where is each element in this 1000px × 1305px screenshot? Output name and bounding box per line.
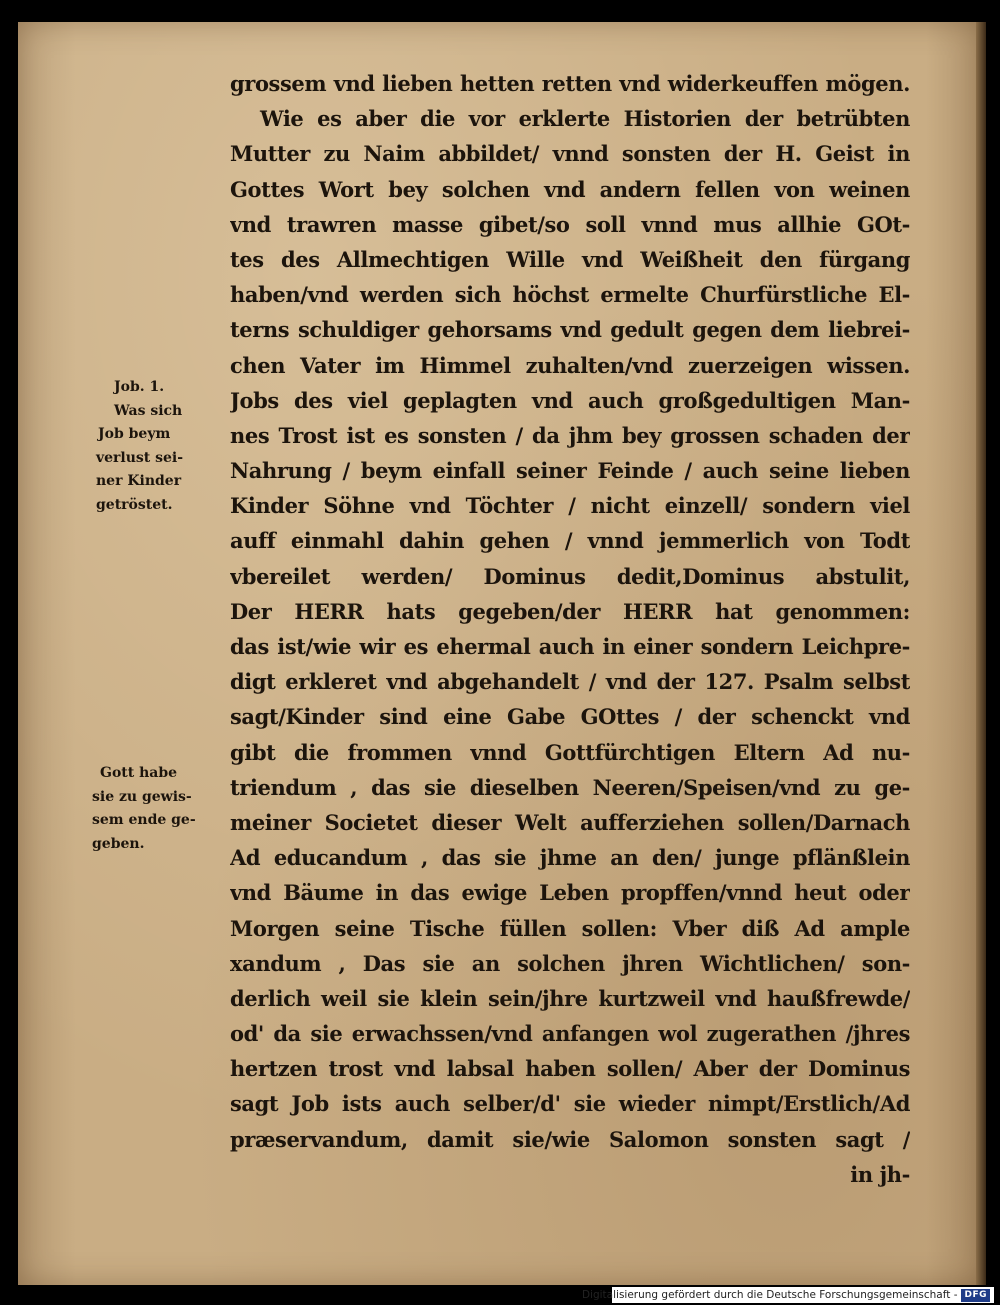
text-line: vbereilet werden/ Dominus dedit,Dominus abstulit, xyxy=(230,563,910,589)
margin-note-line: sem ende ge- xyxy=(92,812,196,828)
text-line: gibt die frommen vnnd Gottfürchtigen Eltern Ad nu- xyxy=(230,739,910,765)
text-line: tes des Allmechtigen Wille vnd Weißheit den fürgang xyxy=(230,246,910,272)
book-edge xyxy=(976,22,986,1285)
margin-note-line: sie zu gewis- xyxy=(92,788,192,805)
margin-note-line: Was sich xyxy=(114,402,183,419)
text-line: xandum , Das sie an solchen jhren Wichtlichen/ son- xyxy=(230,950,910,976)
text-line: triendum , das sie dieselben Neeren/Speisen/vnd zu ge- xyxy=(230,774,910,800)
text-line: digt erkleret vnd abgehandelt / vnd der 127. Psalm selbst xyxy=(230,669,910,695)
text-line: haben/vnd werden sich höchst ermelte Churfürstliche El- xyxy=(230,282,910,308)
text-line: derlich weil sie klein sein/jhre kurtzweil vnd haußfrewde/ xyxy=(230,985,910,1011)
dfg-logo-icon: DFG xyxy=(961,1289,990,1302)
text-line: meiner Societet dieser Welt aufferziehen sollen/Darnach xyxy=(230,809,910,835)
text-line: sagt Job ists auch selber/d' sie wieder nimpt/Erstlich/Ad xyxy=(230,1091,910,1117)
digitization-footer xyxy=(581,1287,994,1303)
text-line: Gottes Wort bey solchen vnd andern fellen von weinen xyxy=(230,176,910,202)
text-line: hertzen trost vnd labsal haben sollen/ Aber der Dominus xyxy=(230,1056,910,1082)
text-line: Morgen seine Tische füllen sollen: Vber diß Ad ample xyxy=(230,915,910,941)
main-text-block xyxy=(230,66,910,1192)
text-line: Ad educandum , das sie jhme an den/ junge pflänßlein xyxy=(230,845,910,871)
text-line: Der HERR hats gegeben/der HERR hat genommen: xyxy=(230,598,910,624)
text-line: Kinder Söhne vnd Töchter / nicht einzell/ sondern viel xyxy=(230,493,910,519)
margin-note-line: Gott habe xyxy=(100,765,178,781)
margin-note-line: getröstet. xyxy=(96,496,173,513)
margin-note-job xyxy=(92,376,226,517)
text-line: præservandum, damit sie/wie Salomon sonsten sagt / xyxy=(230,1126,910,1152)
text-line: Mutter zu Naim abbildet/ vnnd sonsten der H. Geist in xyxy=(230,141,910,167)
margin-note-line: Job. 1. xyxy=(114,379,165,395)
margin-note-line: verlust sei- xyxy=(96,449,184,466)
text-line: sagt/Kinder sind eine Gabe GOttes / der schenckt vnd xyxy=(230,704,910,730)
text-line: Jobs des viel geplagten vnd auch großgedultigen Man- xyxy=(230,387,910,413)
text-line: vnd Bäume in das ewige Leben propffen/vnnd heut oder xyxy=(230,880,910,906)
text-line: chen Vater im Himmel zuhalten/vnd zuerzeigen wissen. xyxy=(230,352,910,378)
margin-note-gott xyxy=(92,762,226,856)
margin-note-line: geben. xyxy=(92,835,145,852)
text-line: Nahrung / beym einfall seiner Feinde / auch seine lieben xyxy=(230,458,910,484)
margin-note-line: ner Kinder xyxy=(96,473,182,489)
margin-note-line: Job beym xyxy=(98,426,171,442)
text-line: grossem vnd lieben hetten retten vnd widerkeuffen mögen. xyxy=(230,71,910,96)
funding-notice: Digitalisierung gefördert durch die Deutsche Forschungsgemeinschaft - xyxy=(581,1289,958,1301)
text-line: auff einmahl dahin gehen / vnnd jemmerlich von Todt xyxy=(230,528,910,554)
text-line: Wie es aber die vor erklerte Historien der betrübten xyxy=(260,106,910,132)
text-line-catchword: in jh- xyxy=(850,1161,910,1187)
text-line: od' da sie erwachssen/vnd anfangen wol zugerathen /jhres xyxy=(230,1021,910,1047)
text-line: nes Trost ist es sonsten / da jhm bey grossen schaden der xyxy=(230,422,910,448)
text-line: terns schuldiger gehorsams vnd gedult gegen dem liebrei- xyxy=(230,317,910,343)
text-line: das ist/wie wir es ehermal auch in einer sondern Leichpre- xyxy=(230,634,910,659)
text-line: vnd trawren masse gibet/so soll vnnd mus allhie GOt- xyxy=(230,211,910,237)
